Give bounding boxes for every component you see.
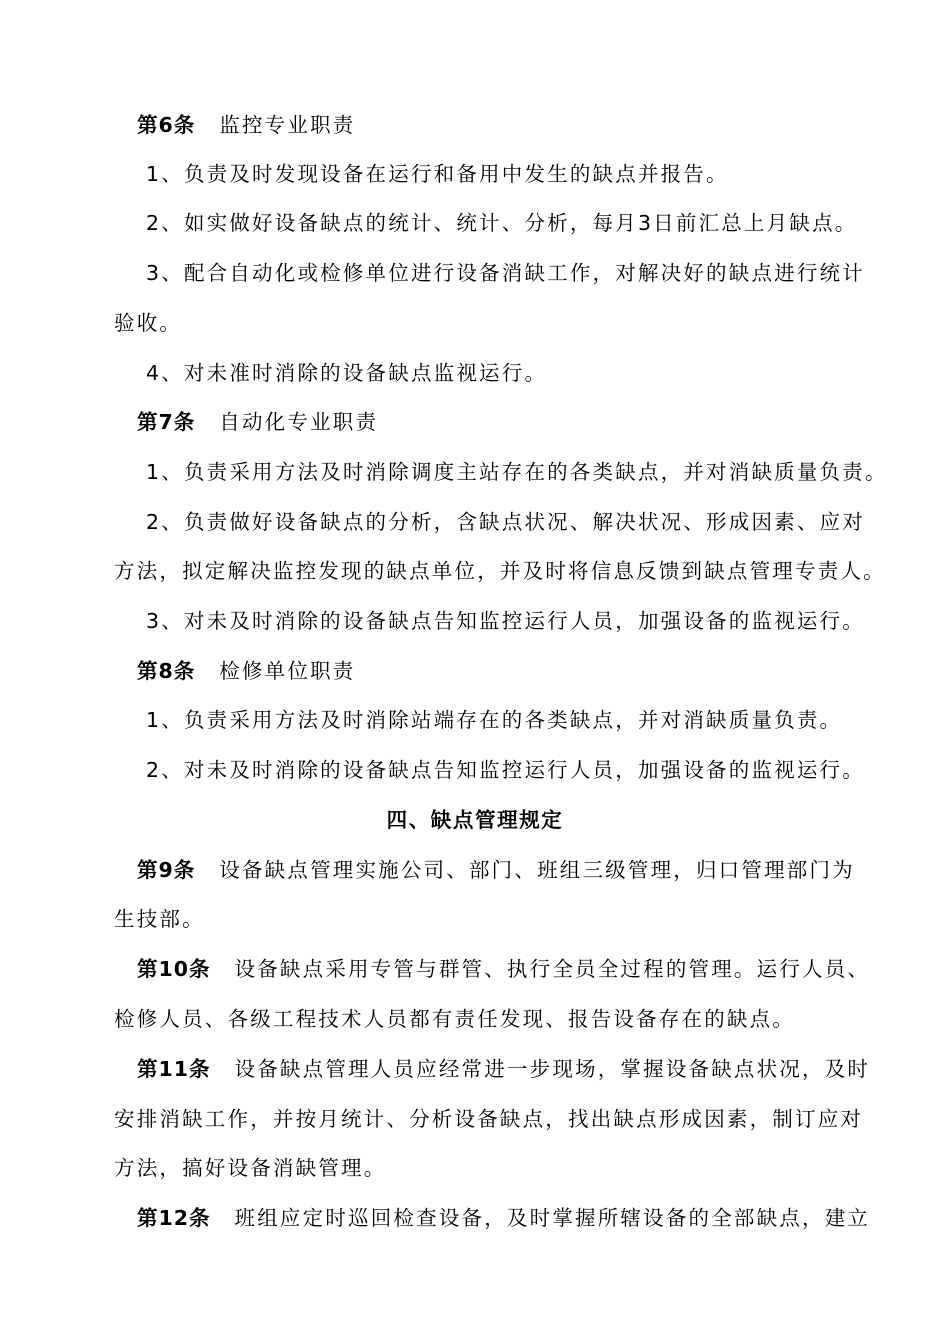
article-6-heading — [137, 111, 355, 139]
article-title: 监控专业职责 — [219, 113, 356, 137]
article-label: 第12条 — [137, 1206, 211, 1230]
article-label: 第10条 — [137, 957, 211, 981]
article-label: 第7条 — [137, 410, 196, 434]
article-label: 第11条 — [137, 1057, 211, 1081]
chapter-heading: 四、缺点管理规定 — [386, 808, 564, 832]
paragraph-line: 方法，拟定解决监控发现的缺点单位，并及时将信息反馈到缺点管理专责人。 — [114, 559, 886, 583]
article-10-line — [137, 955, 870, 983]
paragraph-line: 1、负责及时发现设备在运行和备用中发生的缺点并报告。 — [146, 162, 729, 186]
article-text: 设备缺点管理实施公司、部门、班组三级管理，归口管理部门为 — [219, 858, 855, 882]
paragraph-line: 检修人员、各级工程技术人员都有责任发现、报告设备存在的缺点。 — [114, 1007, 795, 1031]
paragraph-line: 生技部。 — [114, 907, 205, 931]
paragraph-line: 安排消缺工作，并按月统计、分析设备缺点，找出缺点形成因素，制订应对 — [114, 1107, 864, 1131]
paragraph-line: 3、对未及时消除的设备缺点告知监控运行人员，加强设备的监视运行。 — [146, 609, 865, 633]
paragraph-line: 方法，搞好设备消缺管理。 — [114, 1156, 387, 1180]
article-text: 班组应定时巡回检查设备，及时掌握所辖设备的全部缺点，建立 — [234, 1206, 871, 1230]
article-11-line — [137, 1055, 870, 1083]
article-8-heading — [137, 657, 355, 685]
paragraph-line: 2、如实做好设备缺点的统计、统计、分析，每月3日前汇总上月缺点。 — [146, 211, 858, 235]
article-12-line — [137, 1204, 870, 1232]
article-label: 第9条 — [137, 858, 196, 882]
article-label: 第8条 — [137, 659, 196, 683]
article-7-heading — [137, 408, 378, 436]
paragraph-line: 4、对未准时消除的设备缺点监视运行。 — [146, 361, 548, 385]
paragraph-line: 2、对未及时消除的设备缺点告知监控运行人员，加强设备的监视运行。 — [146, 758, 865, 782]
article-title: 检修单位职责 — [219, 659, 356, 683]
article-label: 第6条 — [137, 113, 196, 137]
paragraph-line: 3、配合自动化或检修单位进行设备消缺工作，对解决好的缺点进行统计 — [146, 261, 865, 285]
paragraph-line: 验收。 — [114, 311, 183, 335]
article-text: 设备缺点采用专管与群管、执行全员全过程的管理。运行人员、 — [234, 957, 871, 981]
paragraph-line: 2、负责做好设备缺点的分析，含缺点状况、解决状况、形成因素、应对 — [146, 510, 865, 534]
paragraph-line: 1、负责采用方法及时消除站端存在的各类缺点，并对消缺质量负责。 — [146, 708, 843, 732]
article-9-line — [137, 856, 855, 884]
article-text: 设备缺点管理人员应经常进一步现场，掌握设备缺点状况，及时 — [234, 1057, 871, 1081]
paragraph-line: 1、负责采用方法及时消除调度主站存在的各类缺点，并对消缺质量负责。 — [146, 460, 888, 484]
article-title: 自动化专业职责 — [219, 410, 379, 434]
